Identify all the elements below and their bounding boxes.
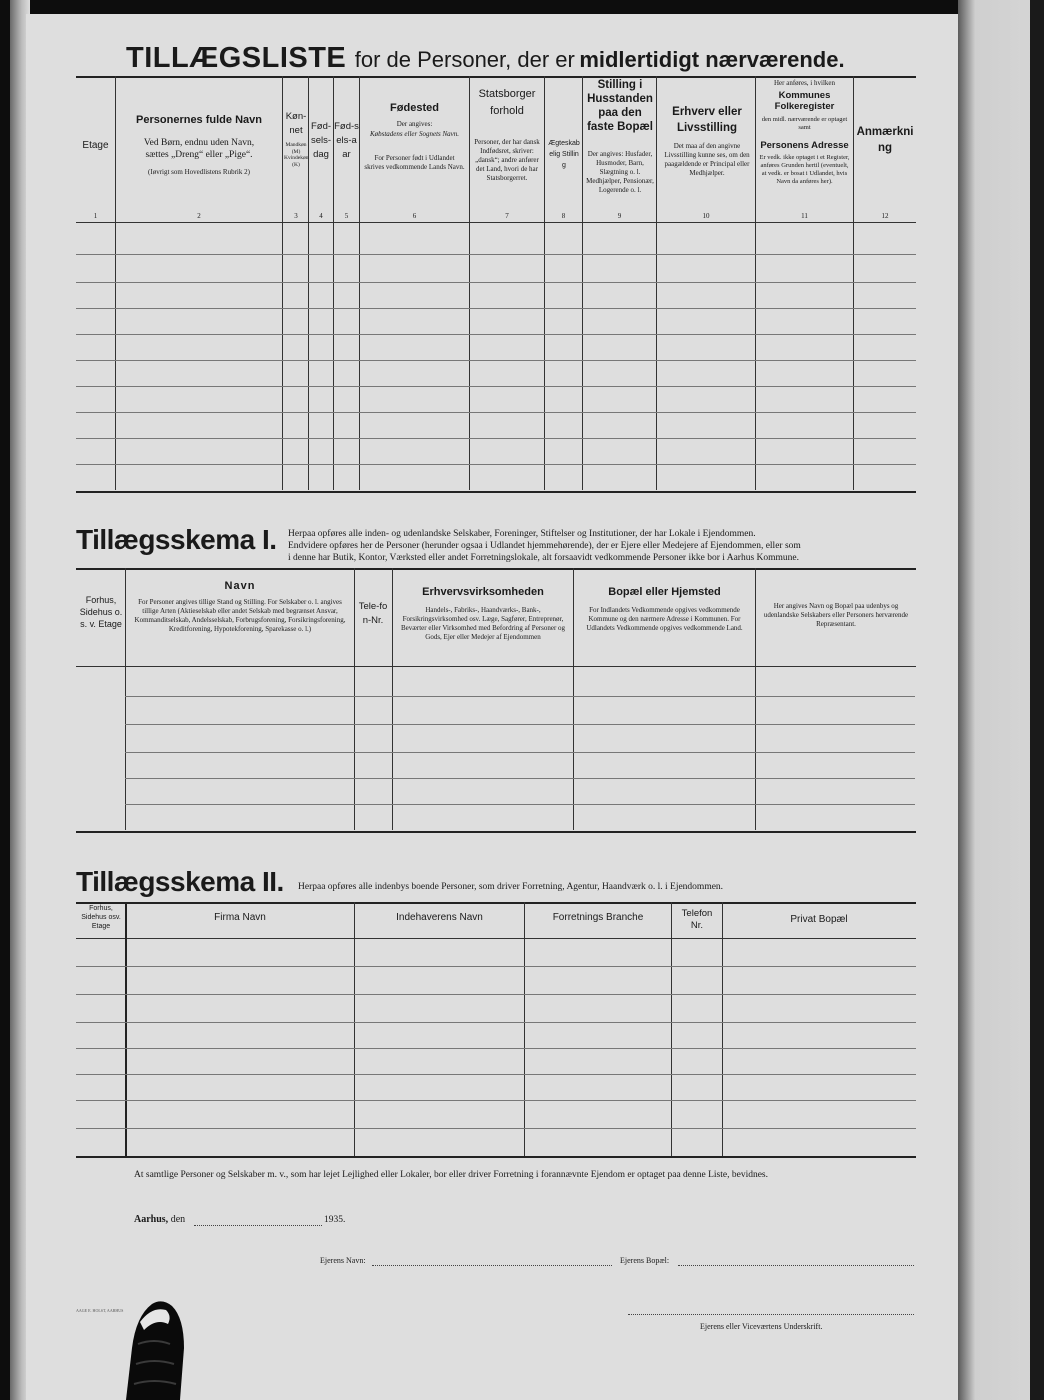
col-birthplace-head: Fødested bbox=[390, 102, 439, 114]
title-bold: midlertidigt nærværende. bbox=[579, 47, 845, 72]
skema1-col-bopael-sub: For Indlandets Vedkommende opgives vedkommende Kommune og den nærmere Adresse i Kommunen. For Udlandets Vedkommende opgives vedkommende Land. bbox=[586, 606, 743, 632]
printer-imprint: AAGE E. HOLST, AARHUS bbox=[76, 1308, 124, 1313]
owner-address-field[interactable] bbox=[678, 1265, 914, 1266]
col-no: 4 bbox=[319, 212, 323, 220]
owner-name-label: Ejerens Navn: bbox=[320, 1256, 366, 1265]
skema1-col-navn: Navn bbox=[224, 580, 256, 592]
col-etage-head: Etage bbox=[82, 140, 109, 151]
page-title bbox=[126, 42, 946, 75]
owner-address-label: Ejerens Bopæl: bbox=[620, 1256, 670, 1265]
col-birthyear-head: Fød-sels-aar bbox=[334, 121, 359, 160]
col-no: 5 bbox=[344, 212, 349, 220]
skema1-intro bbox=[288, 528, 928, 564]
form-page bbox=[26, 14, 958, 1400]
col-name-sub3: (Iøvrigt som Hovedlistens Rubrik 2) bbox=[148, 168, 250, 176]
col-no: 3 bbox=[294, 212, 298, 220]
signature-label: Ejerens eller Viceværtens Underskrift. bbox=[700, 1322, 823, 1331]
signature-field[interactable] bbox=[628, 1314, 914, 1315]
owner-name-field[interactable] bbox=[372, 1265, 612, 1266]
thumb-shadow bbox=[118, 1288, 190, 1400]
col-no: 6 bbox=[412, 212, 417, 220]
col-citizenship-head: Statsborgerforhold bbox=[478, 88, 536, 117]
col-household-sub: Der angives: Husfader, Husmoder, Barn, Slægtning o. l. Medhjælper, Pensionær, Logerende o. l. bbox=[586, 150, 654, 194]
col-marital-head: Ægteskabelig Stilling bbox=[548, 140, 580, 169]
bottom-rule bbox=[76, 491, 916, 493]
skema2-col-etage: Forhus, Sidehus osv. Etage bbox=[81, 905, 121, 930]
skema1-intro-line3: i denne har Butik, Kontor, Værksted eller andet Forretningslokale, alt forsaavidt vedkommende Personer ikke bor i Aarhus Kommune. bbox=[288, 553, 800, 563]
col-occupation-head: Erhverv eller Livsstilling bbox=[672, 106, 742, 134]
col-citizenship-sub: Personer, der har dansk Indfødsret, skriver: „dansk“; andre anfører det Land, hvori de har Statsborgerret. bbox=[474, 138, 540, 182]
col-register-head4: Personens Adresse bbox=[760, 140, 849, 151]
date-field[interactable] bbox=[194, 1225, 322, 1226]
col-birthplace-sub2: Købstadens eller Sognets Navn. bbox=[369, 130, 460, 138]
col-birthday-head: Fød-sels-dag bbox=[310, 121, 332, 160]
skema1-col-rep: Her angives Navn og Bopæl paa udenbys og udenlandske Selskabers eller Personers herværende Repræsentant. bbox=[763, 602, 909, 628]
top-rule bbox=[76, 76, 916, 78]
col-gender-sub: Mandkøn (M) Kvindekøn (K) bbox=[284, 142, 309, 168]
skema2-col-bopael: Privat Bopæl bbox=[790, 914, 848, 925]
skema1-col-etage: Forhus, Sidehus o. s. v. Etage bbox=[79, 595, 123, 629]
col-name-sub1: Ved Børn, endnu uden Navn, bbox=[143, 138, 255, 148]
signing-place bbox=[134, 1214, 185, 1225]
col-remark-head: Anmærkning bbox=[856, 126, 914, 154]
skema2-col-indehaver: Indehaverens Navn bbox=[396, 912, 483, 923]
col-gender-head: Køn-net bbox=[285, 111, 307, 136]
col-occupation-sub: Det maa af den angivne Livsstilling kunne ses, om den paagældende er Principal eller Medhjælper. bbox=[664, 142, 750, 177]
col-no: 1 bbox=[93, 212, 98, 220]
col-no: 11 bbox=[801, 212, 808, 220]
col-no: 2 bbox=[197, 212, 201, 220]
col-no: 8 bbox=[561, 212, 566, 220]
col-register-sub: Er vedk. ikke optaget i et Register, anføres Grunden hertil (eventuelt, at vedk. er bosat i Udlandet, hvis Navn da anføres her). bbox=[759, 154, 850, 185]
year: 1935. bbox=[324, 1215, 346, 1225]
header-rule bbox=[76, 222, 916, 223]
declaration: At samtlige Personer og Selskaber m. v., som har lejet Lejlighed eller Lokaler, bor eller driver Forretning i forannævnte Ejendom er optaget paa denne Liste, bevidnes. bbox=[134, 1170, 768, 1180]
skema1-title: Tillægsskema I. bbox=[76, 524, 277, 555]
skema2-col-firma: Firma Navn bbox=[214, 912, 266, 923]
skema2-col-telefon: Telefon Nr. bbox=[681, 908, 713, 931]
skema2-col-branche: Forretnings Branche bbox=[552, 912, 644, 923]
skema1-col-erhverv-sub: Handels-, Fabriks-, Haandværks-, Bank-, Forsikringsvirksomhed osv. Læge, Sagfører, Entreprenør, Beværter eller Virksomhed med Befordring af Personer og Gods, Ejer eller Medejer af Ejendommen bbox=[400, 606, 566, 641]
col-name-head: Personernes fulde Navn bbox=[136, 114, 262, 126]
title-main: TILLÆGSLISTE bbox=[126, 42, 347, 74]
col-no: 7 bbox=[505, 212, 509, 220]
den-label: den bbox=[170, 1214, 186, 1225]
col-household-head: Stilling i Husstanden paa den faste Bopæl bbox=[587, 79, 653, 133]
col-birthplace-sub3: For Personer født i Udlandet skrives vedkommende Lands Navn. bbox=[364, 154, 465, 171]
col-register-head1: Her anføres, i hvilken bbox=[773, 79, 836, 87]
col-register-head3: den midl. nærværende er optaget samt bbox=[761, 116, 848, 131]
skema1-col-bopael: Bopæl eller Hjemsted bbox=[608, 586, 721, 598]
skema2-intro: Herpaa opføres alle indenbys boende Personer, som driver Forretning, Agentur, Haandværk o. l. i Ejendommen. bbox=[298, 882, 724, 892]
page-edge bbox=[1030, 0, 1044, 1400]
skema1-col-navn-sub: For Personer angives tillige Stand og Stilling. For Selskaber o. l. angives tillige Arten (Aktieselskab eller andet Selskab med begrænset Ansvar, Kommanditselskab, Andelsselskab, Forbrugsforening, Forsikringsforening, Kreditforening, Hypotekforening, Sparekasse o. l.) bbox=[134, 598, 346, 633]
title-rest: for de Personer, der er bbox=[354, 47, 575, 72]
skema1-col-erhverv: Erhvervsvirksomheden bbox=[422, 586, 544, 598]
skema1-col-telefon: Tele-fon-Nr. bbox=[358, 601, 388, 626]
col-register-head2: Kommunes Folkeregister bbox=[774, 90, 835, 112]
skema1-intro-line1: Herpaa opføres alle inden- og udenlandske Selskaber, Foreninger, Stiftelser og Institutioner, der har Lokale i Ejendommen. bbox=[288, 529, 756, 539]
skema2-title: Tillægsskema II. bbox=[76, 866, 284, 897]
skema1-intro-line2: Endvidere opføres her de Personer (herunder ogsaa i Udlandet hjemmehørende), der er Ejere eller Medejere af Ejendommen, eller som bbox=[288, 541, 801, 551]
col-no: 12 bbox=[881, 212, 889, 220]
col-name-sub2: sættes „Dreng“ eller „Pige“. bbox=[145, 150, 253, 160]
col-birthplace-sub1: Der angives: bbox=[396, 120, 433, 128]
col-no: 9 bbox=[617, 212, 622, 220]
place: Aarhus, bbox=[134, 1214, 169, 1225]
col-no: 10 bbox=[702, 212, 710, 220]
